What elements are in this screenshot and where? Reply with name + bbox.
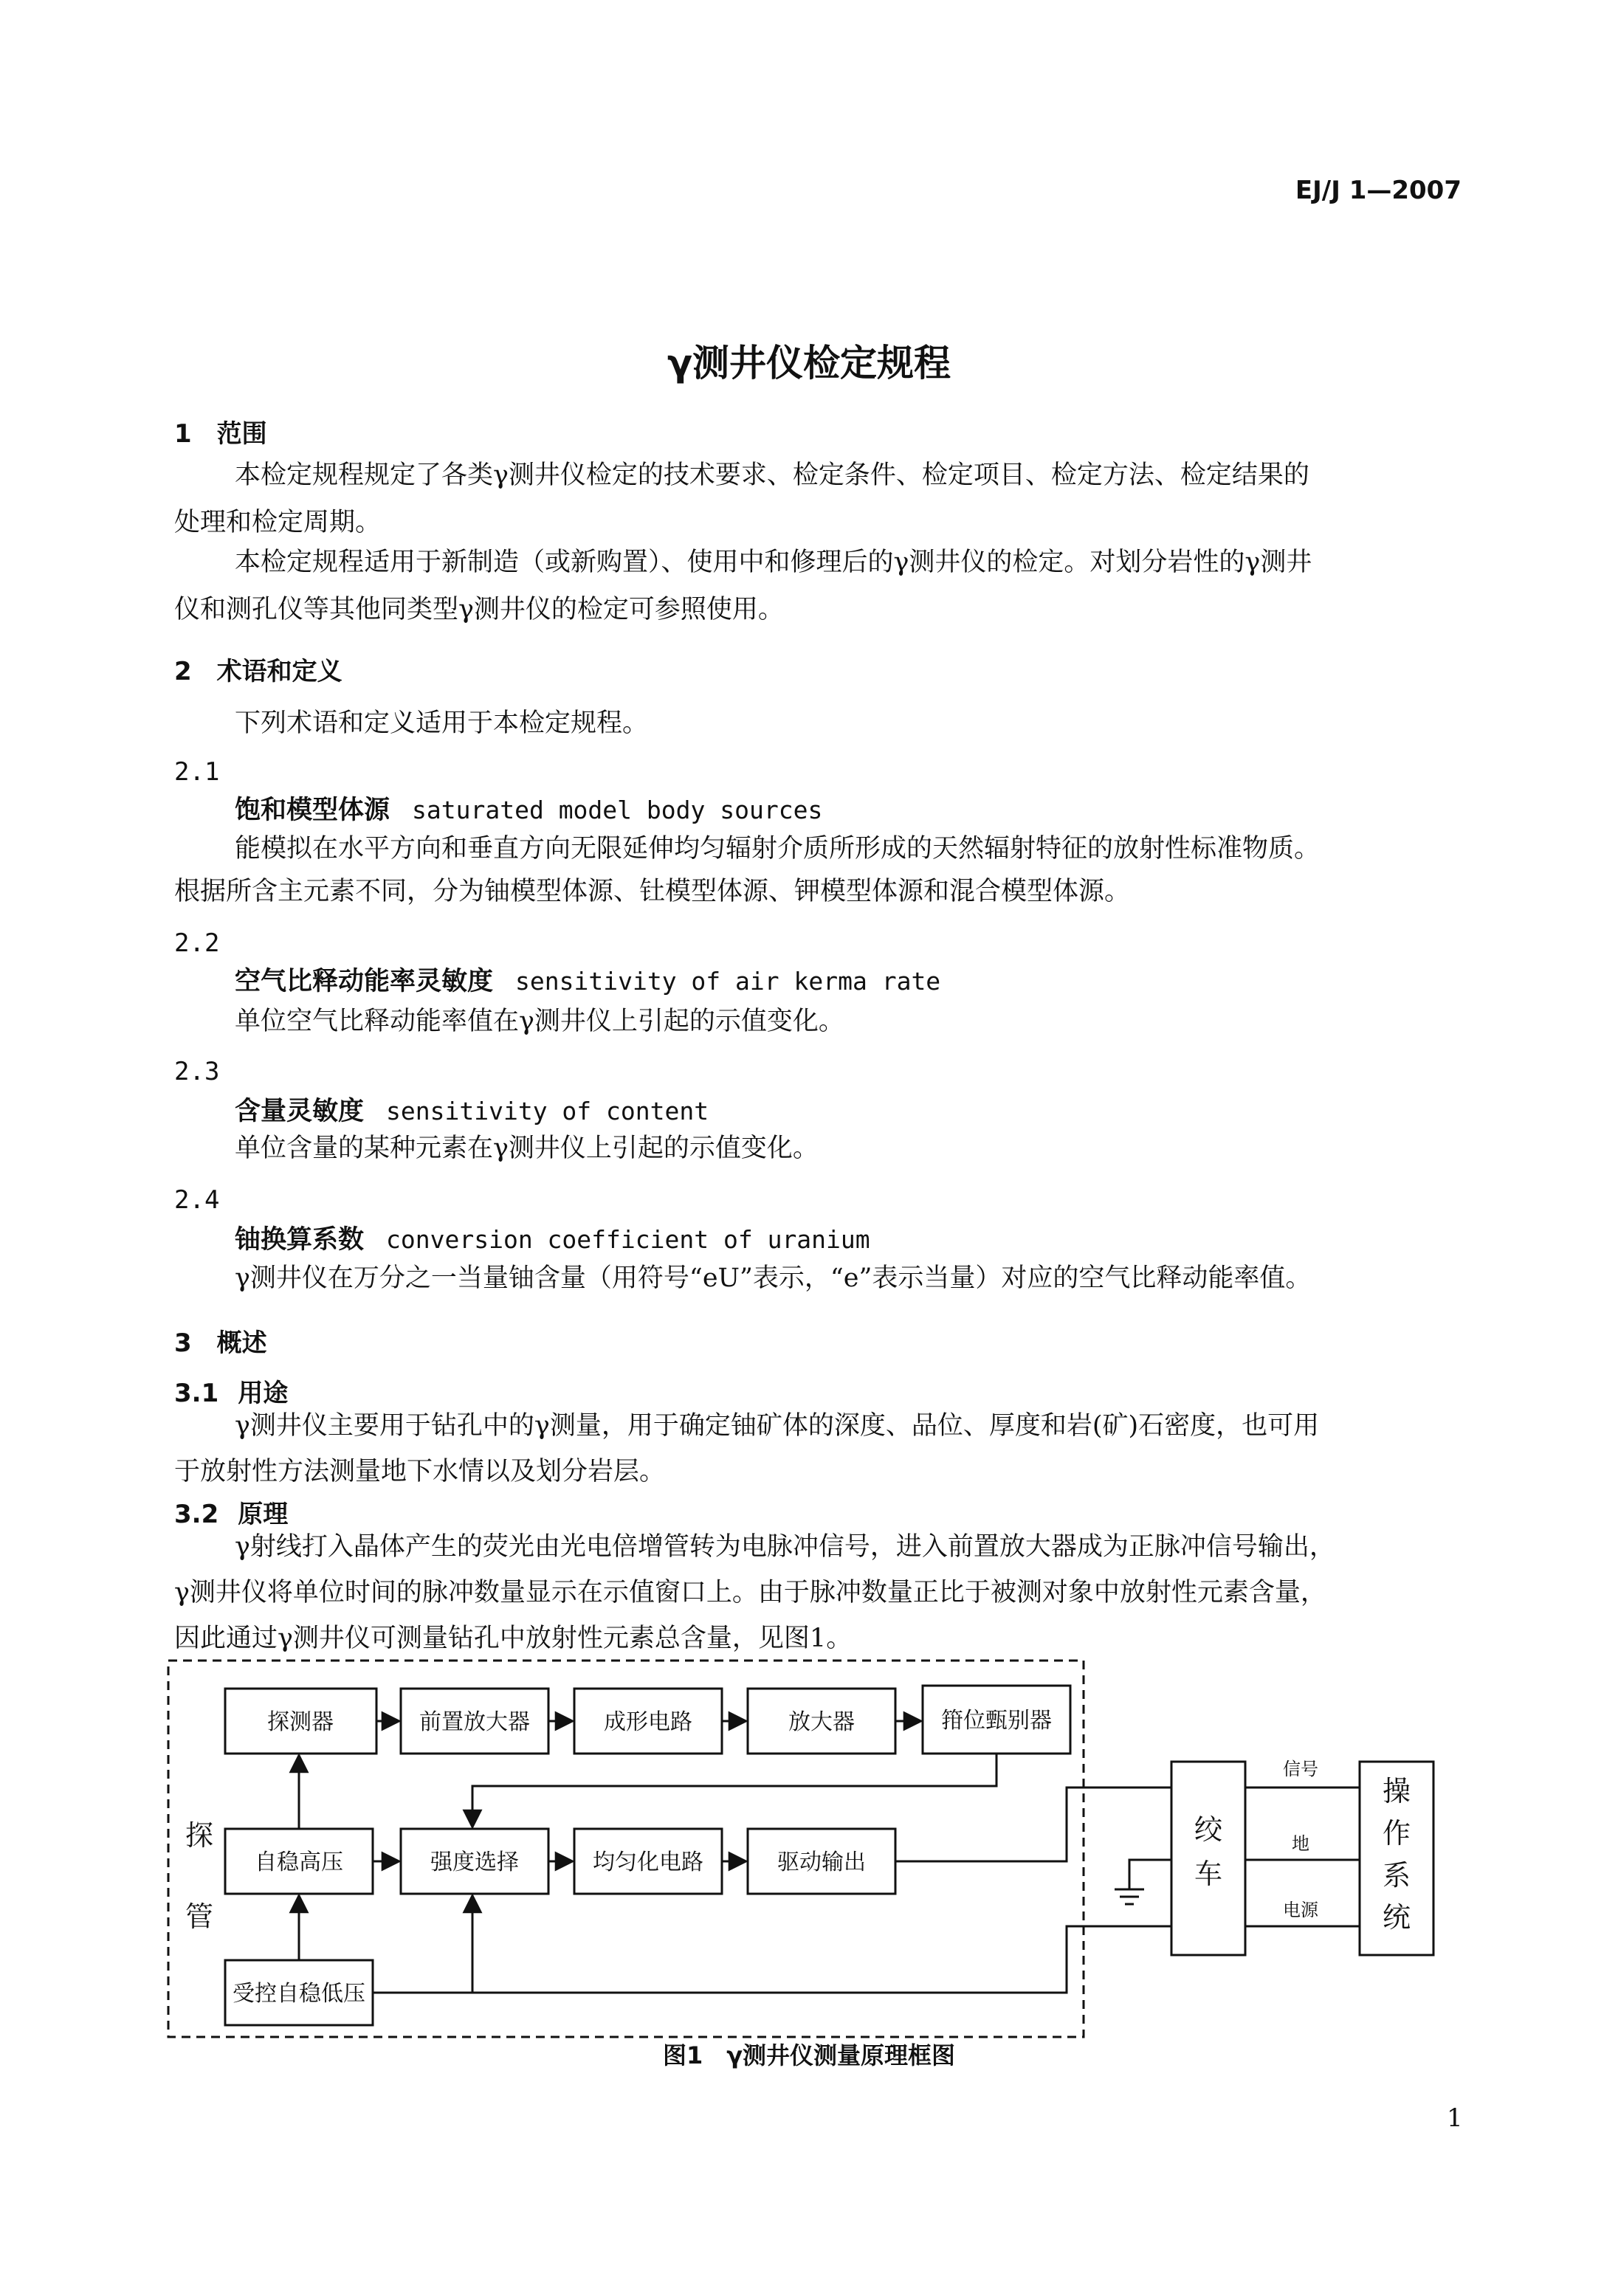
- s1-p1-line2: 处理和检定周期。: [174, 508, 382, 537]
- winch-label-2: 车: [1194, 1858, 1223, 1890]
- term-2-4-def: γ测井仪在万分之一当量铀含量（用符号“eU”表示，“e”表示当量）对应的空气比释动能率值。: [235, 1264, 1312, 1293]
- page-number: 1: [1447, 2103, 1463, 2133]
- section-title: 术语和定义: [216, 657, 342, 686]
- intensity-label: 强度选择: [430, 1849, 519, 1875]
- wire-ground-label: 地: [1292, 1833, 1309, 1854]
- s1-p2-line2: 仪和测孔仪等其他同类型γ测井仪的检定可参照使用。: [174, 595, 784, 624]
- s3-2-line1: γ射线打入晶体产生的荧光由光电倍增管转为电脉冲信号，进入前置放大器成为正脉冲信号输出，: [235, 1532, 1335, 1562]
- s3-2-line3: 因此通过γ测井仪可测量钻孔中放射性元素总含量，见图1。: [174, 1624, 853, 1653]
- term-zh: 铀换算系数: [235, 1225, 365, 1255]
- term-zh: 饱和模型体源: [235, 796, 390, 825]
- equalizer-label: 均匀化电路: [593, 1849, 703, 1875]
- s1-p2-line1: 本检定规程适用于新制造（或新购置）、使用中和修理后的γ测井仪的检定。对划分岩性的γ测井: [235, 548, 1312, 577]
- op-label-2: 作: [1382, 1817, 1411, 1849]
- shaping-label: 成形电路: [604, 1709, 692, 1735]
- s3-1-line2: 于放射性方法测量地下水情以及划分岩层。: [174, 1457, 666, 1486]
- op-label-4: 统: [1382, 1901, 1411, 1934]
- section-number: 1: [174, 419, 192, 449]
- section-title: 概述: [216, 1328, 267, 1358]
- op-label-3: 系: [1382, 1859, 1411, 1892]
- term-2-1-def-line1: 能模拟在水平方向和垂直方向无限延伸均匀辐射介质所形成的天然辐射特征的放射性标准物质。: [235, 834, 1321, 863]
- section-number: 3: [174, 1328, 192, 1358]
- term-zh: 空气比释动能率灵敏度: [235, 967, 494, 996]
- standard-code: EJ/J 1—2007: [1295, 176, 1462, 205]
- subsection-title: 原理: [238, 1500, 289, 1529]
- s1-p1-line1: 本检定规程规定了各类γ测井仪检定的技术要求、检定条件、检定项目、检定方法、检定结果的: [235, 461, 1309, 490]
- amplifier-label: 放大器: [788, 1709, 855, 1735]
- subsection-title: 用途: [238, 1379, 289, 1408]
- lv-label: 受控自稳低压: [233, 1981, 365, 2007]
- term-2-4-number: 2.4: [174, 1185, 220, 1215]
- subsection-number: 3.1: [174, 1379, 219, 1408]
- figure-caption: 图1 γ测井仪测量原理框图: [662, 2041, 956, 2069]
- document-title: γ测井仪检定规程: [667, 342, 951, 385]
- term-2-2-def: 单位空气比释动能率值在γ测井仪上引起的示值变化。: [235, 1007, 844, 1036]
- subsection-number: 3.2: [174, 1500, 219, 1529]
- driver-label: 驱动输出: [777, 1849, 866, 1875]
- detector-label: 探测器: [267, 1709, 334, 1735]
- term-en: conversion coefficient of uranium: [386, 1225, 870, 1254]
- term-en: sensitivity of content: [386, 1097, 709, 1125]
- term-en: sensitivity of air kerma rate: [515, 967, 941, 996]
- term-2-3-number: 2.3: [174, 1057, 220, 1086]
- probe-label-2: 管: [185, 1900, 214, 1933]
- op-label-1: 操: [1382, 1775, 1411, 1807]
- wire-signal-label: 信号: [1283, 1759, 1318, 1779]
- winch-label-1: 绞: [1194, 1813, 1223, 1846]
- term-zh: 含量灵敏度: [235, 1097, 365, 1126]
- term-2-1-def-line2: 根据所含主元素不同，分为铀模型体源、钍模型体源、钾模型体源和混合模型体源。: [174, 877, 1131, 906]
- s3-1-line1: γ测井仪主要用于钻孔中的γ测量，用于确定铀矿体的深度、品位、厚度和岩(矿)石密度，也可用: [235, 1411, 1320, 1441]
- hv-label: 自稳高压: [255, 1849, 343, 1875]
- term-en: saturated model body sources: [412, 796, 823, 824]
- section-number: 2: [174, 657, 192, 686]
- discriminator-label: 箝位甄别器: [941, 1708, 1052, 1734]
- term-2-2-number: 2.2: [174, 928, 220, 958]
- preamp-label: 前置放大器: [419, 1709, 530, 1735]
- s3-2-line2: γ测井仪将单位时间的脉冲数量显示在示值窗口上。由于脉冲数量正比于被测对象中放射性元素含量，: [174, 1578, 1326, 1607]
- section-title: 范围: [216, 419, 267, 449]
- s2-intro: 下列术语和定义适用于本检定规程。: [235, 709, 649, 738]
- probe-label-1: 探: [185, 1819, 214, 1852]
- term-2-3-def: 单位含量的某种元素在γ测井仪上引起的示值变化。: [235, 1134, 819, 1163]
- term-2-1-number: 2.1: [174, 757, 220, 787]
- wire-power-label: 电源: [1283, 1900, 1318, 1920]
